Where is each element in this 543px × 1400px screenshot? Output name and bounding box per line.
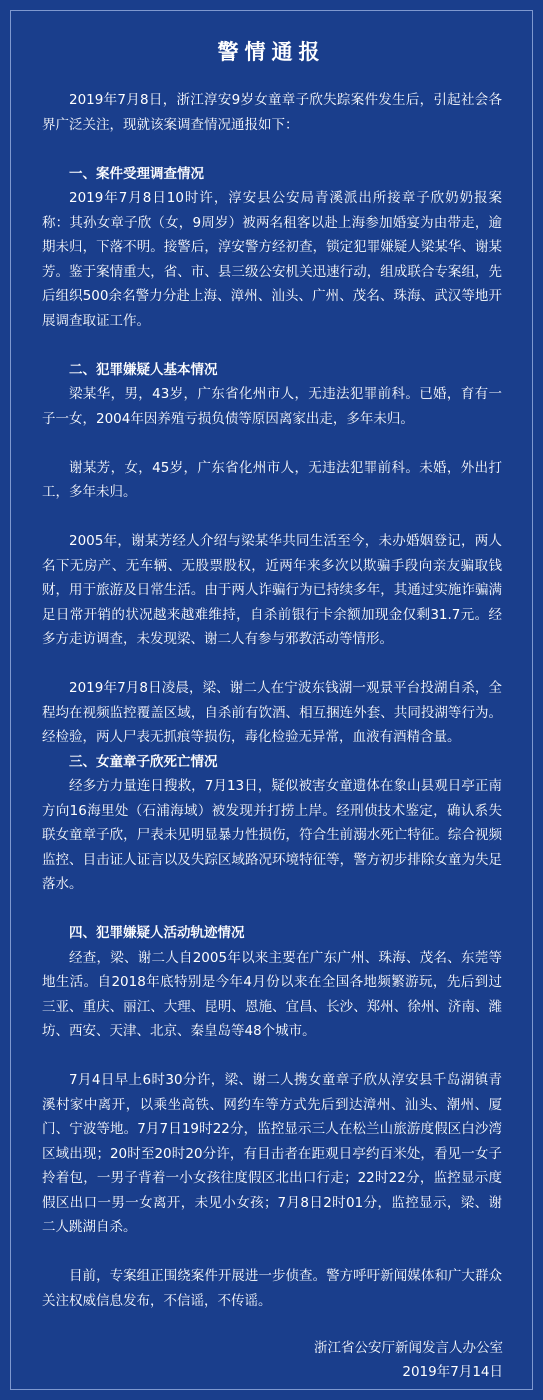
section-heading-death: 三、女童章子欣死亡情况 xyxy=(69,753,218,770)
section-4-paragraph-3: 目前，专案组正围绕案件开展进一步侦查。警方呼吁新闻媒体和广大群众关注权威信息发布，不信谣，不传谣。 xyxy=(42,1268,502,1309)
section-2-paragraph-3: 2005年，谢某芳经人介绍与梁某华共同生活至今，未办婚姻登记，两人名下无房产、无车辆、无股票股权，近两年来多次以欺骗手段向亲友骗取钱财，用于旅游及日常生活。由于两人诈骗行为已持续多年，其通过实施诈骗满足日常开销的状况越来越难维持，自杀前银行卡余额加现金仅剩31.7元。经多方走访调查，未发现梁、谢二人有参与邪教活动等情形。 xyxy=(42,533,502,647)
section-2-paragraph-1: 梁某华，男，43岁，广东省化州市人，无违法犯罪前科。已婚，育有一子一女，2004年因养殖亏损负债等原因离家出走，多年未归。 xyxy=(42,386,502,427)
notice-body xyxy=(42,88,502,1313)
intro-paragraph: 2019年7月8日，浙江淳安9岁女童章子欣失踪案件发生后，引起社会各界广泛关注，现就该案调查情况通报如下： xyxy=(42,92,502,133)
signature-org: 浙江省公安厅新闻发言人办公室 xyxy=(314,1340,503,1356)
signature-date: 2019年7月14日 xyxy=(402,1364,503,1380)
notice-title: 警情通报 xyxy=(217,40,326,64)
section-2-paragraph-2: 谢某芳，女，45岁，广东省化州市人，无违法犯罪前科。未婚，外出打工，多年未归。 xyxy=(42,459,502,500)
section-4-paragraph-2: 7月4日早上6时30分许，梁、谢二人携女童章子欣从淳安县千岛湖镇青溪村家中离开，以乘坐高铁、网约车等方式先后到达漳州、汕头、潮州、厦门、宁波等地。7月7日19时22分，监控显示三人在松兰山旅游度假区白沙湾区域出现；20时至20时20分许，有目击者在距观日亭约百米处，看见一女子拎着包，一男子背着一小女孩往度假区北出口行走；22时22分，监控显示度假区出口一男一女离开，未见小女孩；7月8日2时01分，监控显示，梁、谢二人跳湖自杀。 xyxy=(42,1072,502,1235)
section-1-paragraph-1: 2019年7月8日10时许，淳安县公安局青溪派出所接章子欣奶奶报案称：其孙女章子欣（女，9周岁）被两名租客以赴上海参加婚宴为由带走，逾期未归，下落不明。接警后，淳安警方经初查，锁定犯罪嫌疑人梁某华、谢某芳。鉴于案情重大，省、市、县三级公安机关迅速行动，组成联合专案组，先后组织500余名警力分赴上海、漳州、汕头、广州、茂名、珠海、武汉等地开展调查取证工作。 xyxy=(42,190,502,329)
section-2-paragraph-4: 2019年7月8日凌晨，梁、谢二人在宁波东钱湖一观景平台投湖自杀，全程均在视频监控覆盖区域，自杀前有饮酒、相互捆连外套、共同投湖等行为。经检验，两人尸表无抓痕等损伤，毒化检验无异常，血液有酒精含量。 xyxy=(42,680,502,745)
section-heading-trajectory: 四、犯罪嫌疑人活动轨迹情况 xyxy=(69,925,245,941)
section-3-paragraph-1: 经多方力量连日搜救，7月13日，疑似被害女童遗体在象山县观日亭正南方向16海里处（石浦海域）被发现并打捞上岸。经刑侦技术鉴定，确认系失联女童章子欣，尸表未见明显暴力性损伤，符合生前溺水死亡特征。综合视频监控、目击证人证言以及失踪区域路况环境特征等，警方初步排除女童为失足落水。 xyxy=(42,778,502,892)
section-4-paragraph-1: 经查，梁、谢二人自2005年以来主要在广东广州、珠海、茂名、东莞等地生活。自2018年底特别是今年4月份以来在全国各地频繁游玩，先后到过三亚、重庆、丽江、大理、昆明、恩施、宜昌、长沙、郑州、徐州、济南、潍坊、西安、天津、北京、秦皇岛等48个城市。 xyxy=(42,949,502,1039)
signature-block xyxy=(314,1336,503,1384)
section-heading-case-acceptance: 一、案件受理调查情况 xyxy=(69,165,204,182)
section-heading-suspects: 二、犯罪嫌疑人基本情况 xyxy=(69,361,218,378)
